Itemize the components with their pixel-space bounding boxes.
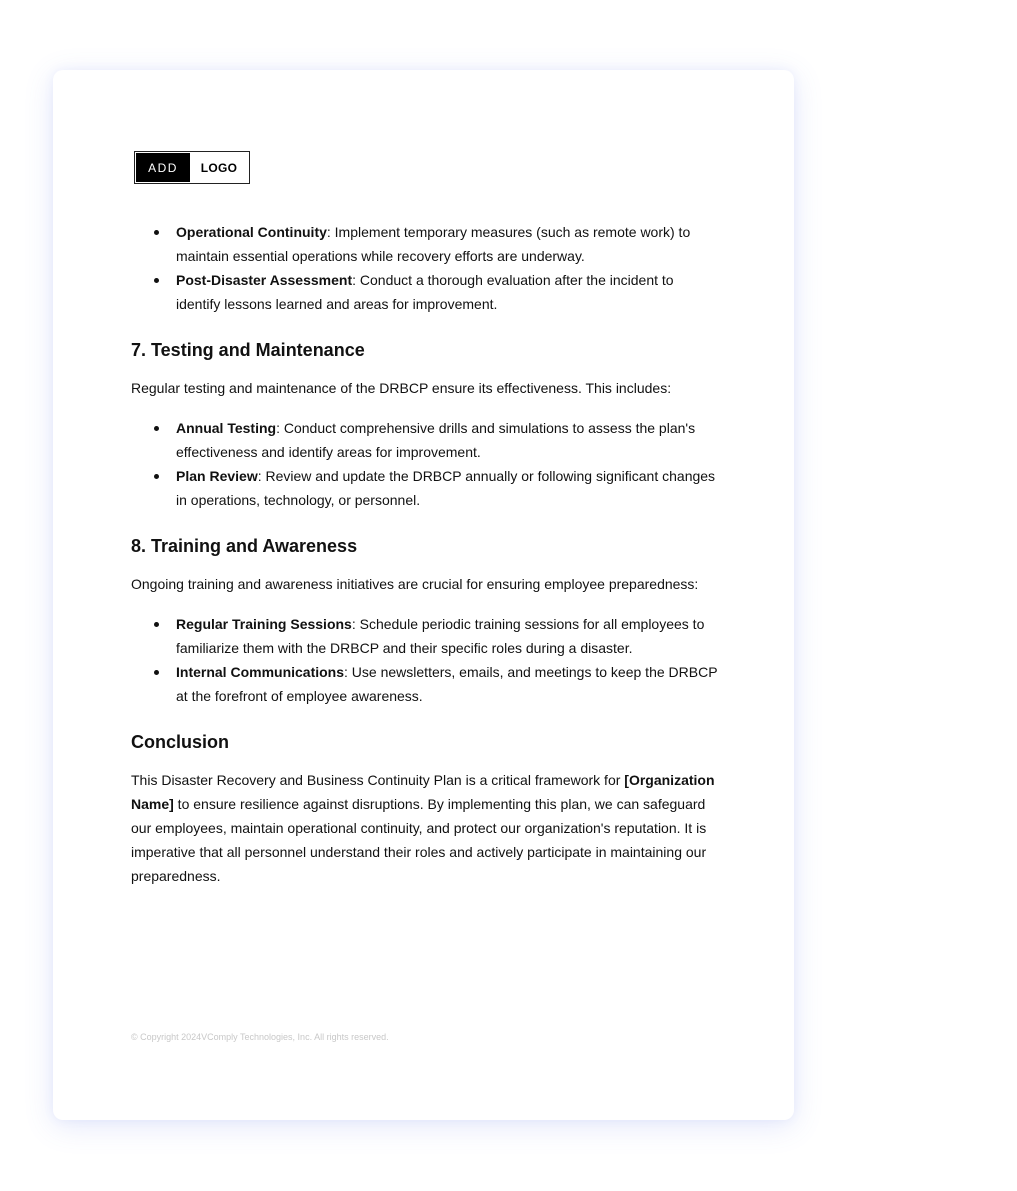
list-item-text: : Use newsletters, emails, and meetings to keep the DRBCP at the forefront of employee awareness.: [176, 664, 718, 704]
copyright-footer: © Copyright 2024VComply Technologies, Inc. All rights reserved.: [131, 1032, 389, 1042]
list-item-text: : Schedule periodic training sessions for all employees to familiarize them with the DRBCP and their specific roles during a disaster.: [176, 616, 705, 656]
conclusion-heading: Conclusion: [131, 732, 229, 752]
list-item-term: Plan Review: [176, 468, 258, 484]
conclusion-text-after: to ensure resilience against disruptions. By implementing this plan, we can safeguard our employees, maintain operational continuity, and protect our organization's reputation. It is imperative that all personnel understand their roles and actively participate in maintaining our preparedness.: [131, 796, 707, 884]
section7-heading: 7. Testing and Maintenance: [131, 340, 365, 360]
section7-list: [131, 416, 721, 512]
list-item: [176, 268, 721, 316]
section7-intro: Regular testing and maintenance of the DRBCP ensure its effectiveness. This includes:: [131, 380, 672, 396]
list-item-text: : Conduct comprehensive drills and simulations to assess the plan's effectiveness and identify areas for improvement.: [176, 420, 696, 460]
list-item-term: Regular Training Sessions: [176, 616, 352, 632]
list-item-term: Post-Disaster Assessment: [176, 272, 353, 288]
list-item-term: Internal Communications: [176, 664, 345, 680]
document-page: [53, 70, 794, 1120]
conclusion-paragraph: [131, 768, 721, 888]
section8-list: [131, 612, 721, 708]
section8-heading: 8. Training and Awareness: [131, 536, 358, 556]
logo-logo-label: LOGO: [200, 160, 238, 175]
organization-name-placeholder: [Organization Name]: [131, 772, 715, 812]
list-item-term: Annual Testing: [176, 420, 277, 436]
list-item: [176, 660, 721, 708]
list-item: [176, 612, 721, 660]
conclusion-text-before: This Disaster Recovery and Business Continuity Plan is a critical framework for: [131, 772, 625, 788]
list-item-text: : Conduct a thorough evaluation after the incident to identify lessons learned and areas for improvement.: [176, 272, 674, 312]
list-item-term: Operational Continuity: [176, 224, 327, 240]
list-item: [176, 464, 721, 512]
list-item: [176, 220, 721, 268]
logo-add-label: ADD: [136, 153, 190, 182]
section6-list: [131, 220, 721, 316]
list-item-text: : Implement temporary measures (such as remote work) to maintain essential operations while recovery efforts are underway.: [176, 224, 691, 264]
add-logo-placeholder[interactable]: [134, 151, 250, 184]
section8-intro: Ongoing training and awareness initiatives are crucial for ensuring employee preparedness:: [131, 576, 699, 592]
list-item: [176, 416, 721, 464]
document-content: [131, 220, 721, 888]
list-item-text: : Review and update the DRBCP annually or following significant changes in operations, technology, or personnel.: [176, 468, 716, 508]
